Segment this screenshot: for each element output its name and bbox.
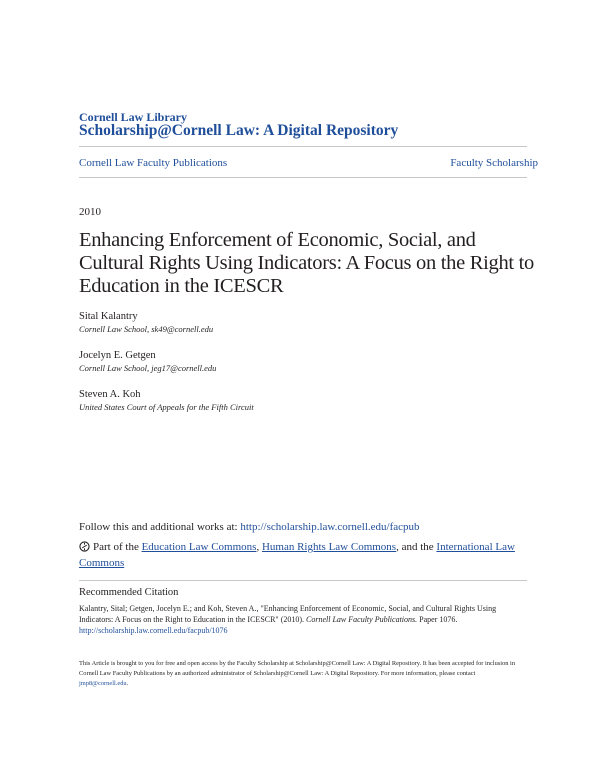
recommended-citation-heading: Recommended Citation [79, 587, 179, 598]
author-block [79, 311, 213, 334]
international-law-commons-link[interactable]: International Law Commons [79, 541, 515, 569]
part-of-line [79, 540, 529, 570]
repository-title[interactable]: Scholarship@Cornell Law: A Digital Repository [79, 122, 399, 139]
footer-notice [79, 659, 524, 689]
separator: , [256, 541, 260, 553]
footer-text: This Article is brought to you for free and open access by the Faculty Scholarship at Scholarship@Cornell Law: A Digital Repository. It has been accepted for inclusion in Cornell Law Faculty Publications by an authorized administrator of Scholarship@Cornell Law: A Digital Repository. For more information, please contact [79, 660, 516, 677]
human-rights-law-commons-link[interactable]: Human Rights Law Commons [261, 541, 397, 553]
citation-paper: Paper 1076. [419, 615, 458, 624]
follow-line [79, 521, 420, 533]
faculty-scholarship-link[interactable]: Faculty Scholarship [450, 157, 538, 169]
publication-year: 2010 [79, 206, 101, 218]
author-block [79, 350, 216, 373]
author-block [79, 389, 254, 412]
education-law-commons-link[interactable]: Education Law Commons [141, 541, 257, 553]
author-affiliation: Cornell Law School, sk49@cornell.edu [79, 324, 214, 334]
author-name: Steven A. Koh [79, 389, 141, 400]
citation-journal: Cornell Law Faculty Publications. [306, 615, 418, 624]
footer-end: . [126, 680, 129, 687]
author-name: Sital Kalantry [79, 311, 138, 322]
link-icon [79, 541, 90, 556]
author-name: Jocelyn E. Getgen [79, 350, 156, 361]
facpub-url-link[interactable]: http://scholarship.law.cornell.edu/facpub [240, 521, 420, 533]
library-name: Cornell Law Library [79, 110, 187, 124]
author-affiliation: Cornell Law School, jeg17@cornell.edu [79, 363, 217, 373]
part-of-prefix: Part of the [93, 541, 139, 553]
citation-body: Kalantry, Sital; Getgen, Jocelyn E.; and Koh, Steven A., "Enhancing Enforcement of Economic, Social, and Cultural Rights Using Indicators: A Focus on the Right to Education in the ICESCR" (2010). [79, 604, 497, 624]
author-affiliation: United States Court of Appeals for the Fifth Circuit [79, 402, 254, 412]
top-divider [79, 146, 527, 147]
citation-text [79, 603, 529, 636]
article-title: Enhancing Enforcement of Economic, Social, and Cultural Rights Using Indicators: A Focus on the Right to Education in the ICESCR [79, 229, 534, 297]
citation-url-link[interactable]: http://scholarship.law.cornell.edu/facpub/1076 [79, 626, 228, 635]
citation-divider [79, 580, 527, 581]
collection-link[interactable]: Cornell Law Faculty Publications [79, 157, 228, 169]
nav-divider [79, 177, 527, 178]
follow-text: Follow this and additional works at: [79, 521, 238, 533]
separator: , and the [396, 541, 434, 553]
contact-email-link[interactable]: jmp8@cornell.edu [79, 680, 127, 687]
